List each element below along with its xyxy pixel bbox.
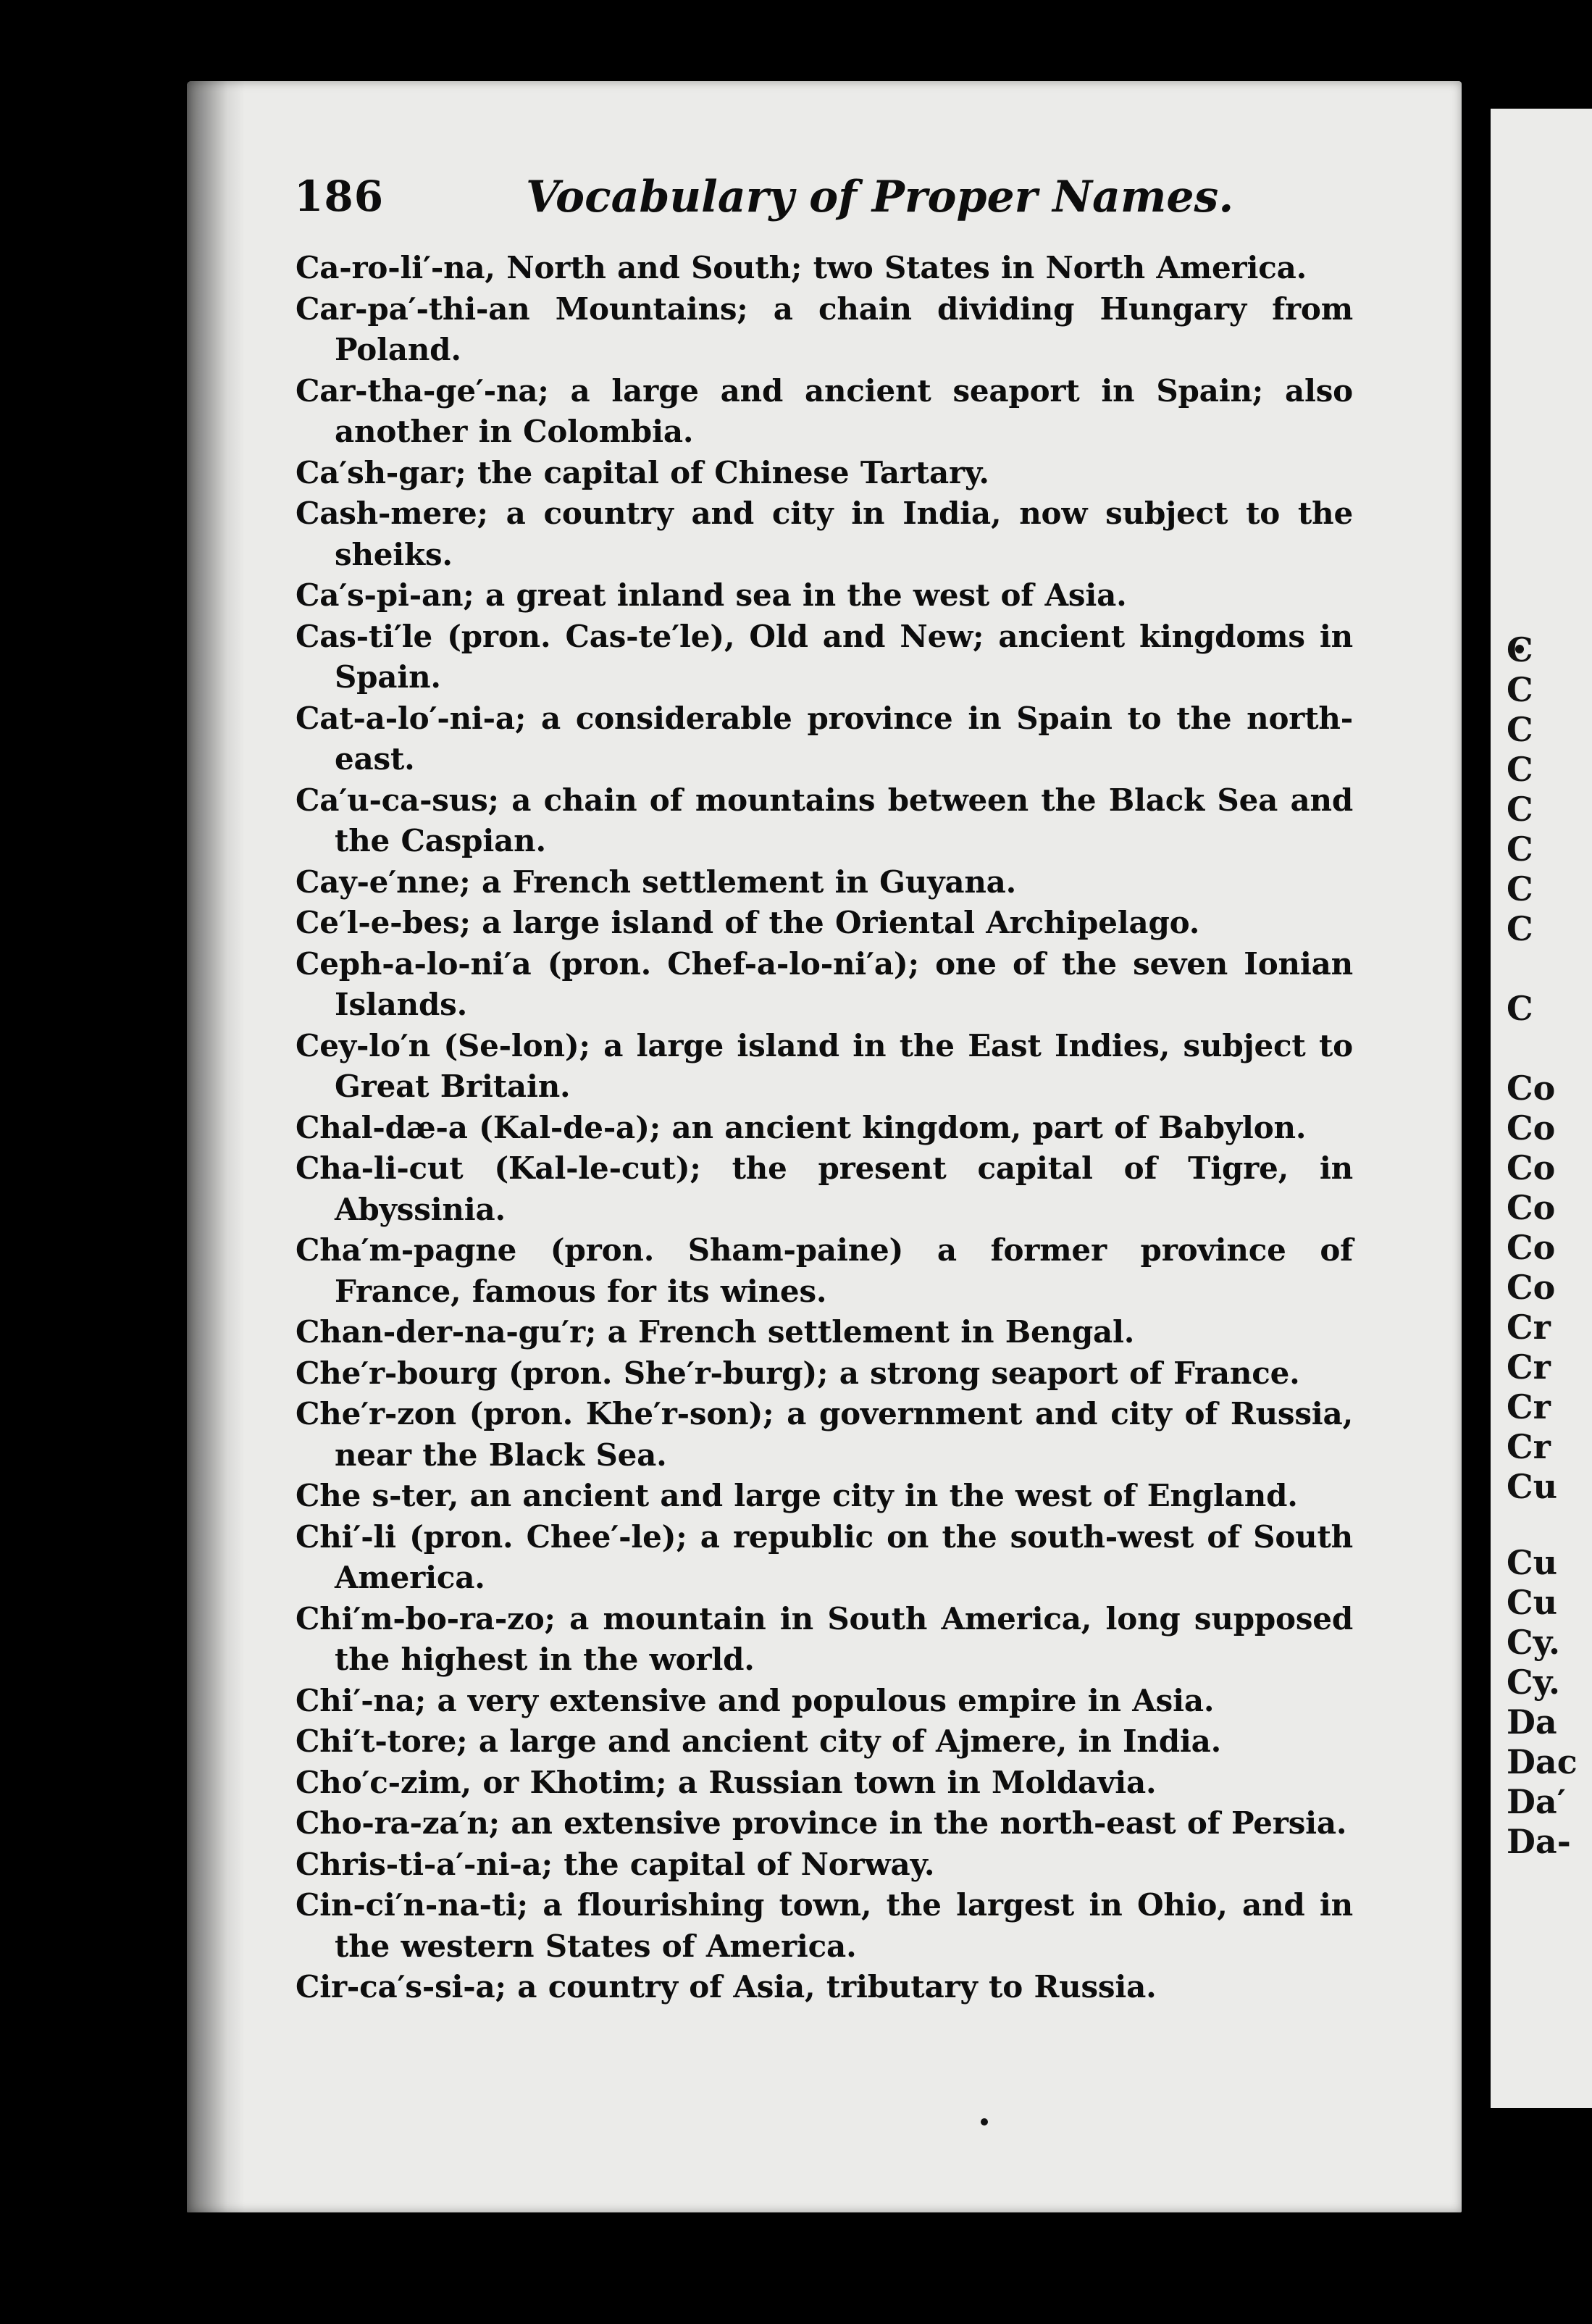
vocabulary-entry: Chal-dæ-a (Kal-de-a); an ancient kingdom, part of Babylon. (296, 1109, 1307, 1145)
vocabulary-entry: Ceph-a-lo-ni′a (pron. Chef-a-lo-ni′a); one of the seven Ionian Islands. (296, 945, 1353, 1022)
vocabulary-entry: Car-pa′-thi-an Mountains; a chain dividing Hungary from Poland. (296, 290, 1353, 367)
adjacent-page-fragment: C (1507, 829, 1533, 869)
vocabulary-entry: Ca′s-pi-an; a great inland sea in the west of Asia. (296, 577, 1127, 613)
adjacent-page-fragment: Co (1507, 1188, 1556, 1227)
vocabulary-entry: Ca-ro-li′-na, North and South; two States in North America. (296, 250, 1307, 285)
vocabulary-entries (296, 248, 1353, 2008)
vocabulary-entry: Ce′l-e-bes; a large island of the Oriental Archipelago. (296, 905, 1200, 940)
vocabulary-entry: Cho′c-zim, or Khotim; a Russian town in Moldavia. (296, 1764, 1157, 1800)
adjacent-page-fragment: Cr (1507, 1347, 1551, 1387)
vocabulary-entry: Cay-e′nne; a French settlement in Guyana. (296, 864, 1017, 900)
vocabulary-entry: Cey-lo′n (Se-lon); a large island in the East Indies, subject to Great Britain. (296, 1027, 1353, 1104)
adjacent-page-fragment: Co (1507, 1069, 1556, 1108)
adjacent-page-fragment: Co (1507, 1148, 1556, 1187)
gutter-shadow (187, 81, 245, 2212)
adjacent-page-fragment: Cu (1507, 1467, 1558, 1506)
vocabulary-entry: Chi′-li (pron. Chee′-le); a republic on the south-west of South America. (296, 1518, 1353, 1595)
ink-speck (981, 2118, 988, 2126)
adjacent-page-fragment: C (1507, 630, 1533, 669)
adjacent-page-fragment: Dac (1507, 1742, 1578, 1781)
adjacent-page-fragment: Cr (1507, 1427, 1551, 1466)
vocabulary-entry: Cir-ca′s-si-a; a country of Asia, tributary to Russia. (296, 1969, 1157, 2005)
vocabulary-entry: Che′r-bourg (pron. She′r-burg); a strong seaport of France. (296, 1355, 1300, 1391)
vocabulary-entry: Ca′u-ca-sus; a chain of mountains between the Black Sea and the Caspian. (296, 782, 1353, 858)
vocabulary-entry: Cha′m-pagne (pron. Sham-paine) a former province of France, famous for its wines. (296, 1232, 1353, 1309)
adjacent-page-fragment: C (1507, 670, 1533, 709)
vocabulary-entry: Cho-ra-za′n; an extensive province in the north-east of Persia. (296, 1805, 1347, 1841)
adjacent-page-fragment: Cr (1507, 1387, 1551, 1426)
vocabulary-entry: Chi′-na; a very extensive and populous empire in Asia. (296, 1682, 1215, 1718)
adjacent-page-fragment: Co (1507, 1108, 1556, 1148)
vocabulary-entry: Chi′t-tore; a large and ancient city of Ajmere, in India. (296, 1723, 1222, 1759)
adjacent-page-fragment: C (1507, 869, 1533, 908)
vocabulary-entry: Che′r-zon (pron. Khe′r-son); a government and city of Russia, near the Black Sea. (296, 1396, 1353, 1473)
vocabulary-entry: Chris-ti-a′-ni-a; the capital of Norway. (296, 1846, 935, 1882)
vocabulary-entry: Ca′sh-gar; the capital of Chinese Tartary. (296, 454, 989, 490)
adjacent-page-fragment: Da- (1507, 1822, 1571, 1861)
vocabulary-entry: Cas-ti′le (pron. Cas-te′le), Old and New; ancient kingdoms in Spain. (296, 618, 1353, 695)
adjacent-page-fragment: Da (1507, 1702, 1557, 1742)
vocabulary-entry: Cha-li-cut (Kal-le-cut); the present capital of Tigre, in Abyssinia. (296, 1150, 1353, 1227)
book-page (187, 81, 1462, 2212)
adjacent-page-fragment: Cy. (1507, 1623, 1561, 1662)
vocabulary-entry: Che s-ter, an ancient and large city in the west of England. (296, 1478, 1298, 1513)
vocabulary-entry: Car-tha-ge′-na; a large and ancient seaport in Spain; also another in Colombia. (296, 372, 1353, 449)
running-title: Vocabulary of Proper Names. (526, 172, 1234, 222)
adjacent-page-fragment: Cr (1507, 1308, 1551, 1347)
adjacent-page-fragment: Cy. (1507, 1663, 1561, 1702)
adjacent-page-fragment: C (1507, 909, 1533, 948)
adjacent-page-fragment: Co (1507, 1268, 1556, 1307)
adjacent-page-fragment: C (1507, 989, 1533, 1028)
page-number: 186 (294, 172, 385, 221)
adjacent-page-fragment: C (1507, 710, 1533, 749)
adjacent-page-fragment: C (1507, 750, 1533, 789)
adjacent-page-edge (1491, 109, 1592, 2108)
adjacent-page-fragment: Cu (1507, 1543, 1558, 1582)
vocabulary-entry: Cat-a-lo′-ni-a; a considerable province in Spain to the north-east. (296, 700, 1353, 777)
vocabulary-entry: Chan-der-na-gu′r; a French settlement in Bengal. (296, 1314, 1135, 1350)
adjacent-page-fragment: Co (1507, 1228, 1556, 1267)
vocabulary-entry: Cin-ci′n-na-ti; a flourishing town, the largest in Ohio, and in the western States of America. (296, 1887, 1353, 1964)
vocabulary-entry: Chi′m-bo-ra-zo; a mountain in South America, long supposed the highest in the world. (296, 1600, 1353, 1677)
vocabulary-entry: Cash-mere; a country and city in India, now subject to the sheiks. (296, 496, 1353, 572)
adjacent-page-fragment: C (1507, 790, 1533, 829)
adjacent-page-fragment: Da′ (1507, 1782, 1566, 1821)
page-header (294, 172, 1453, 237)
adjacent-page-fragment: Cu (1507, 1583, 1558, 1622)
